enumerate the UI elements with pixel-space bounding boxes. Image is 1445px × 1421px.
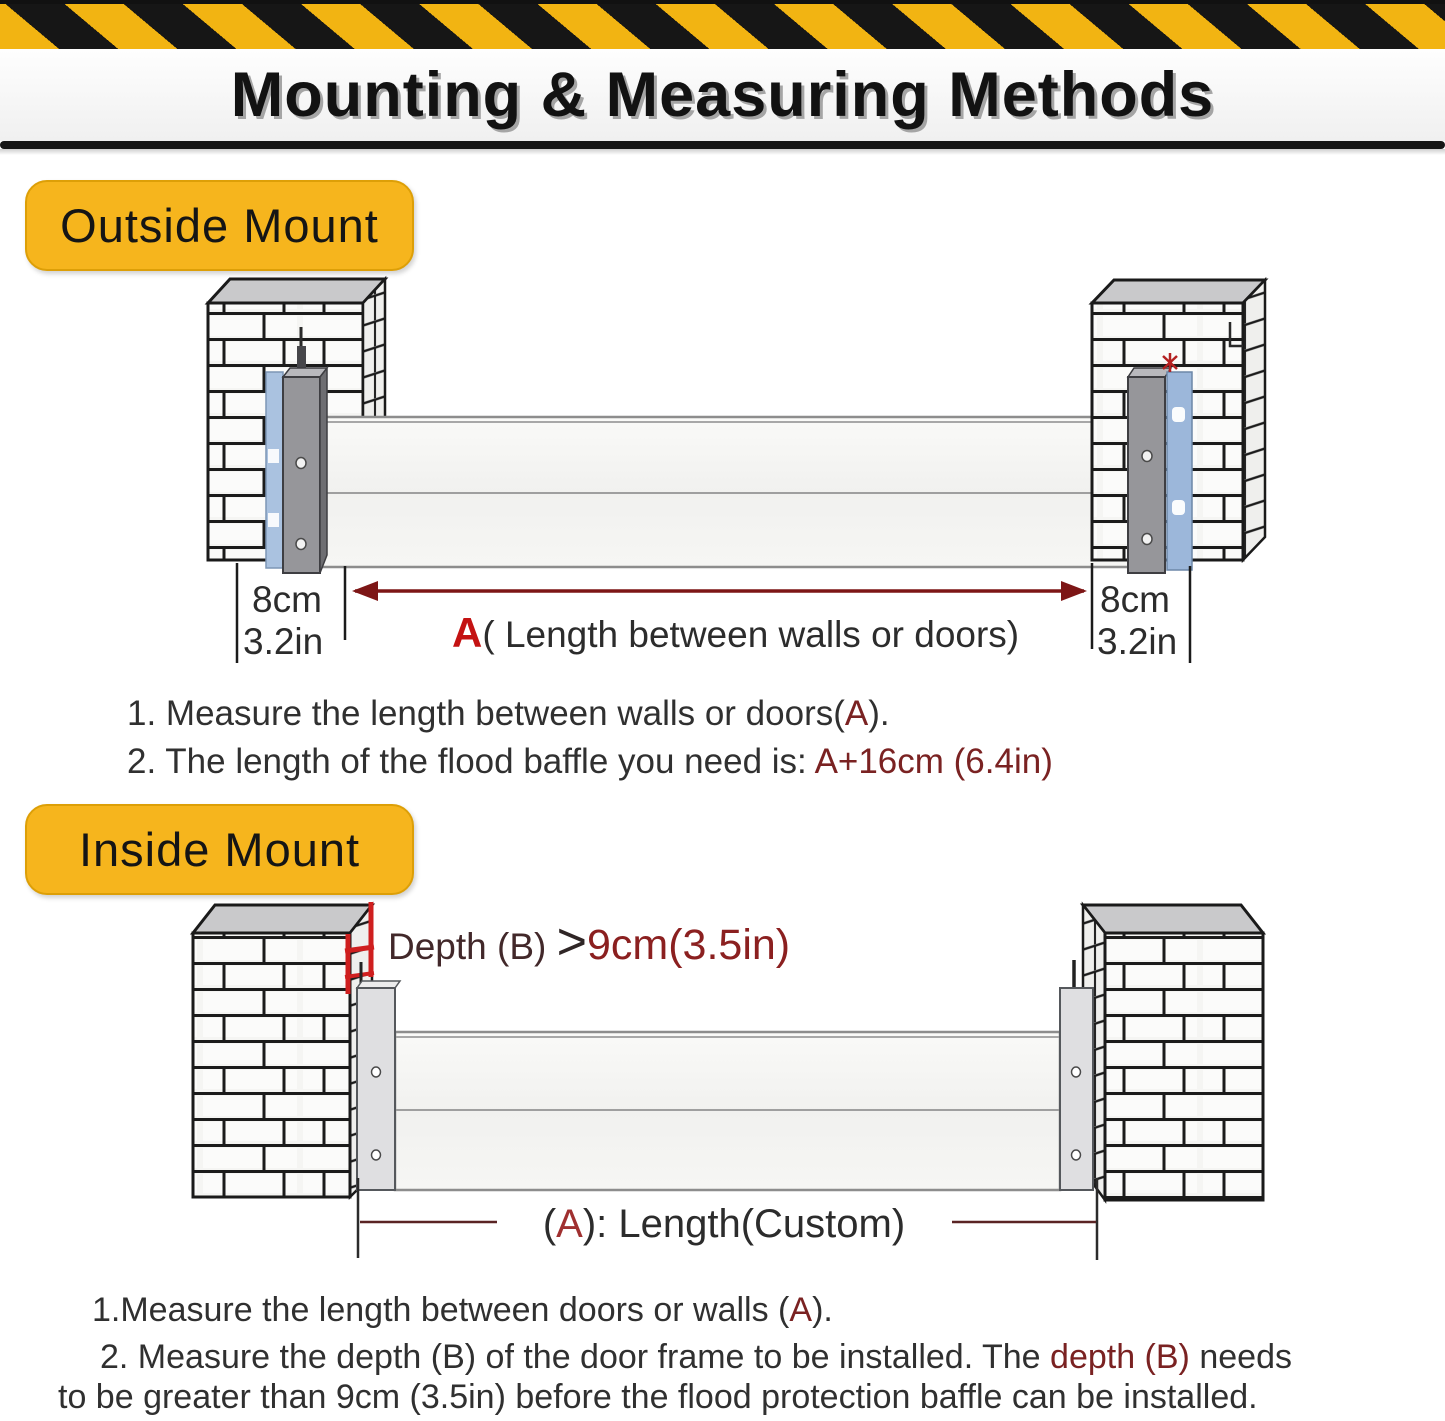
inside-step1-accent: A (789, 1291, 813, 1329)
span-label: A( Length between walls or doors) (452, 609, 1020, 656)
inside-right-pillar (1083, 905, 1263, 1200)
banner-shadow (0, 149, 1445, 155)
inside-step1-text: 1.Measure the length between doors or walls ( (92, 1291, 790, 1329)
inside-mount-diagram (193, 902, 1263, 1260)
inside-step2-text: 2. Measure the depth (B) of the door frame to be installed. The (100, 1338, 1051, 1376)
inside-step-1 (92, 1291, 833, 1330)
banner-bottom-line (0, 141, 1445, 149)
banner (0, 0, 1445, 155)
inside-step2-accent: depth (B) (1050, 1338, 1190, 1376)
outside-right-channel (1128, 368, 1171, 573)
outside-mount-badge: Outside Mount (25, 180, 414, 271)
inside-step1-suffix: ). (812, 1291, 833, 1329)
outside-step2-accent: A+16cm (6.4in) (814, 742, 1053, 781)
inside-left-channel (357, 962, 400, 1190)
outside-step1-text: 1. Measure the length between walls or doors( (127, 694, 845, 733)
right-offset-cm: 8cm (1100, 579, 1170, 620)
inside-step-2-line-1 (100, 1338, 1292, 1377)
inside-right-channel (1060, 960, 1093, 1190)
outside-mount-diagram (208, 279, 1265, 663)
inside-step-2-line-2: to be greater than 9cm (3.5in) before the flood protection baffle can be installed. (58, 1378, 1258, 1416)
inside-mount-badge: Inside Mount (25, 804, 414, 895)
left-offset-in: 3.2in (243, 621, 324, 662)
inside-step2-suffix: needs (1189, 1338, 1292, 1376)
outside-step-1 (127, 694, 890, 734)
outside-step1-suffix: ). (868, 694, 890, 733)
length-label: (A): Length(Custom) (542, 1202, 906, 1246)
page-title: Mounting & Measuring Methods (230, 60, 1215, 130)
outside-left-channel (283, 346, 327, 573)
outside-step2-text: 2. The length of the flood baffle you need is: (127, 742, 815, 781)
outside-left-seal-strip (266, 372, 283, 568)
outside-right-seal-strip (1167, 372, 1192, 570)
outside-step-2 (127, 742, 1053, 782)
outside-step1-accent: A (844, 694, 869, 733)
outside-dimension (237, 563, 1190, 663)
caution-stripe (0, 4, 1445, 49)
right-offset-in: 3.2in (1097, 621, 1178, 662)
flood-barrier-inside (395, 1032, 1060, 1190)
banner-title-area (0, 49, 1445, 141)
depth-label: Depth (B) >9cm(3.5in) (388, 913, 791, 971)
left-offset-cm: 8cm (252, 579, 322, 620)
flood-barrier-outside (318, 417, 1132, 567)
